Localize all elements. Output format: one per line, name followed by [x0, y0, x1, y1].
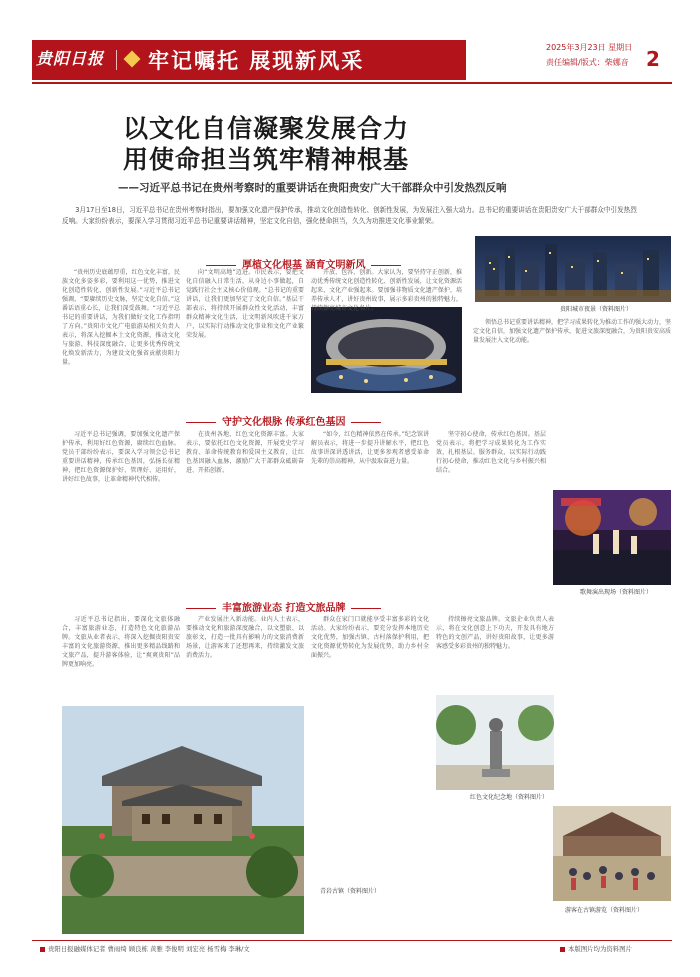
caption-ancient-town: 青岩古镇（资料图片） — [320, 888, 381, 895]
footer-rule — [32, 940, 672, 941]
masthead — [0, 40, 700, 84]
stage-show-image — [311, 307, 462, 393]
section2-text-3: “如今，红色精神依然在传承。”纪念馆讲解员表示，将进一步提升讲解水平，把红色故事讲深讲透讲活，让更多参观者感受革命先辈的崇高精神，从中汲取奋进力量。 — [311, 431, 429, 465]
performance-image — [553, 490, 671, 585]
caption-monument: 红色文化纪念地（资料图片） — [470, 794, 549, 801]
footer-note — [560, 944, 632, 953]
section1-text-1: “贵州历史底蕴厚重，红色文化丰富，民族文化多姿多彩，要利用这一优势，推进文化创造性转化、创新性发展。”习近平总书记强调，“要赓续历史文脉，坚定文化自信。”这番话语重心长，让我们深受鼓舞。“习近平总书记的重要讲话，为我们做好文化工作指明了方向。”贵阳市文化广电旅游局相关负责人表示，将深入挖掘本土文化资源，推动文化与旅游、科技深度融合，让更多优秀传统文化焕发新活力，为建设文化强省贡献贵阳力量。 — [62, 269, 180, 366]
headline — [96, 113, 436, 175]
section3-text-2: 产业发展注入新动能。业内人士表示，要推动文化和旅游深度融合，以文塑旅、以旅彰文，打造一批具有影响力的文旅消费新场景，让游客来了还想再来，持续激发文旅消费活力。 — [186, 616, 304, 659]
caption-market: 游客在古镇游览（资料图片） — [565, 907, 644, 914]
section2-text-4: 坚守初心使命，传承红色基因。基层党员表示，将把学习成果转化为工作实效，扎根基层、服务群众，以实际行动践行初心使命，推动红色文化与乡村振兴相结合。 — [436, 431, 546, 474]
diamond-icon — [124, 51, 141, 68]
caption-performance: 歌舞演出现场（资料图片） — [580, 589, 653, 596]
section3-column-4 — [436, 615, 554, 679]
section3-column-1 — [62, 615, 180, 705]
section3-text-1: 习近平总书记指出，要深化文旅体融合，丰富旅游业态，打造特色文化旅游品牌。文旅从业者表示，将深入挖掘贵阳贵安丰富的文化旅游资源，推出更多精品线路和文旅产品，提升游客体验，让“爽爽贵阳”品牌更加响亮。 — [62, 616, 180, 668]
masthead-rule — [32, 82, 672, 84]
editor-credit: 责任编辑/版式：柴娜音 — [546, 58, 629, 67]
caption-city-night: 贵阳城市夜景（资料图片） — [560, 306, 633, 313]
section2-text-2: 在贵州各地，红色文化资源丰富。大家表示，要依托红色文化资源，开展党史学习教育、革命传统教育和爱国主义教育，让红色基因融入血脉，激励广大干部群众砥砺奋进、开拓创新。 — [186, 431, 304, 474]
section1-column-3 — [311, 268, 462, 312]
bullet-square-icon — [560, 947, 565, 952]
section2-column-3 — [311, 430, 429, 600]
photo-market — [553, 806, 671, 901]
page-number: 2 — [646, 47, 660, 71]
subtitle: ——习近平总书记在贵州考察时的重要讲话在贵阳贵安广大干部群众中引发热烈反响 — [118, 182, 507, 194]
section2-column-1 — [62, 430, 180, 600]
market-image — [553, 806, 671, 901]
section3-column-3 — [311, 615, 429, 785]
note-text: 本版图片均为资料图片 — [568, 945, 632, 953]
section3-text-4: 持续擦亮文旅品牌。文旅企业负责人表示，将在文化创意上下功夫，开发具有地方特色的文创产品，讲好贵阳故事，让更多游客感受多彩贵州的独特魅力。 — [436, 616, 554, 650]
section1-column-4 — [473, 318, 671, 378]
footer-credits — [40, 944, 250, 953]
section3-column-2 — [186, 615, 304, 705]
lead-paragraph: 3月17日至18日，习近平总书记在贵州考察时指出，要加强文化遗产保护传承，推动文化创造性转化、创新性发展，为发展注入强大动力。总书记的重要讲话在贵阳贵安广大干部群众中引发热烈反响。大家纷纷表示，要深入学习贯彻习近平总书记重要讲话精神，坚定文化自信，强化使命担当，久久为功推进文化事业繁荣。 — [62, 206, 637, 225]
photo-ancient-town — [62, 706, 304, 934]
masthead-divider — [116, 50, 117, 70]
section1-text-2: 向“文明高地”迈进。市民表示，要把文化自信融入日常生活，从身边小事做起，自觉践行社会主义核心价值观。“总书记的重要讲话，让我们更加坚定了文化自信。”基层干部表示，将持续开展群众性文化活动，丰富群众精神文化生活，让文明新风吹进千家万户，以实际行动推动文化事业和文化产业繁荣发展。 — [186, 269, 304, 339]
section2-column-4 — [436, 430, 546, 600]
photo-monument — [436, 695, 554, 790]
issue-date: 2025年3月23日 星期日 — [546, 43, 633, 52]
section1-column-2 — [186, 268, 304, 400]
section-title-red-heritage: 守护文化根脉 传承红色基因 — [180, 413, 387, 428]
section1-column-1 — [62, 268, 180, 400]
credits-text: 贵阳日报融媒体记者 曹雨绮 顾良栋 黄雅 李俊明 刘宏亮 杨雪梅 李琳/文 — [48, 945, 250, 953]
photo-city-night — [475, 236, 671, 302]
section2-text-1: 习近平总书记强调，要加强文化遗产保护传承，利用好红色资源，赓续红色血脉。党员干部纷纷表示，要深入学习领会总书记重要讲话精神，传承红色基因，弘扬长征精神，把红色资源保护好、管理好、运用好，讲好红色故事，让革命精神代代相传。 — [62, 431, 180, 483]
bullet-square-icon — [40, 947, 45, 952]
newspaper-logo: 贵阳日报 — [36, 49, 105, 68]
column-slogan: 牢记嘱托 展现新风采 — [148, 49, 365, 73]
photo-stage-show — [311, 307, 462, 393]
headline-line-1: 以文化自信凝聚发展合力 — [122, 114, 409, 143]
masthead-banner — [32, 40, 466, 80]
section1-text-3: 开放、包容、创新。大家认为，要坚持守正创新，推动优秀传统文化创造性转化、创新性发展，让文化资源活起来、文化产业强起来。要加强非物质文化遗产保护，培养传承人才，讲好贵州故事，展示多彩贵州的独特魅力，持续擦亮城市文化名片。 — [311, 269, 462, 312]
section3-text-3: 群众在家门口就能享受丰富多彩的文化活动。大家纷纷表示，要充分发挥本地历史文化优势，加强古镇、古村落保护利用，把文化资源优势转化为发展优势，助力乡村全面振兴。 — [311, 616, 429, 659]
headline-line-2: 用使命担当筑牢精神根基 — [122, 145, 409, 174]
photo-performance — [553, 490, 671, 585]
ancient-town-image — [62, 706, 304, 934]
section-title-culture-roots: 厚植文化根基 涵育文明新风 — [200, 256, 407, 271]
section2-column-2 — [186, 430, 304, 600]
city-night-image — [475, 236, 671, 302]
section1-text-4: 领悟总书记重要讲话精神，把学习成果转化为推动工作的强大动力，坚定文化自信，加强文化遗产保护传承，促进文旅深度融合，为贵阳贵安高质量发展注入文化动能。 — [473, 319, 672, 344]
section-title-tourism-brand: 丰富旅游业态 打造文旅品牌 — [180, 599, 387, 614]
monument-image — [436, 695, 554, 790]
